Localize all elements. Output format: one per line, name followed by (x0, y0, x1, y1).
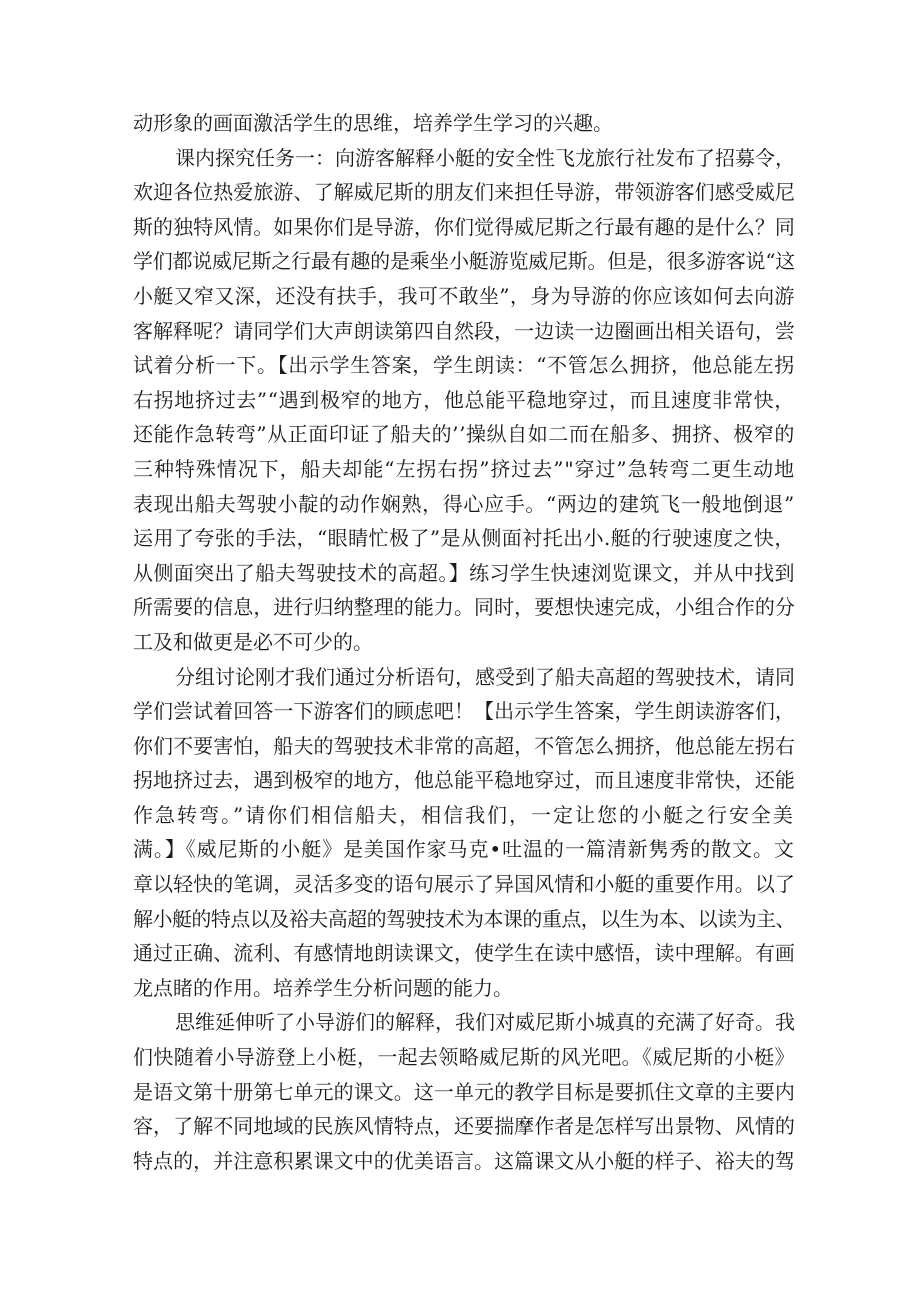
text-line: 章以轻快的笔调，灵活多变的语句展示了异国风情和小艇的重要作用。以了 (133, 872, 795, 897)
paragraph-first-line: 分组讨论刚才我们通过分析语句，感受到了船夫高超的驾驶技术，请同 (175, 664, 795, 689)
text-line: 们快随着小导游登上小梃，一起去领略威尼斯的风光吧。《威尼斯的小梃》 (133, 1045, 795, 1070)
text-line: 小艇又窄又深，还没有扶手，我可不敢坐”，身为导游的你应该如何去向游 (133, 283, 795, 308)
text-line: 欢迎各位热爱旅游、了解威尼斯的朋友们来担任导游，带领游客们感受威尼 (133, 180, 795, 205)
text-line: 动形象的画面激活学生的思维，培养学生学习的兴趣。 (133, 111, 613, 135)
text-line: 斯的独特风情。如果你们是导游，你们觉得威尼斯之行最有趣的是什么？同 (133, 214, 795, 239)
text-line: 还能作急转弯”从正面印证了船夫的’’操纵自如二而在船多、拥挤、极窄的 (133, 422, 795, 447)
text-line: 客解释呢？请同学们大声朗读第四自然段，一边读一边圈画出相关语句，尝 (133, 318, 795, 343)
text-line: 三种特殊情况下，船夫却能“左拐右拐”挤过去”"穿过”急转弯二更生动地 (133, 456, 795, 481)
text-line: 表现出船夫驾驶小靛的动作娴熟，得心应手。“两边的建筑飞一般地倒退” (133, 491, 795, 516)
text-line: 右拐地挤过去”“遇到极窄的地方，他总能平稳地穿过，而且速度非常快， (133, 387, 795, 412)
text-line: 是语文第十册第七单元的课文。这一单元的教学目标是要抓住文章的主要内 (133, 1079, 795, 1104)
paragraph-first-line: 思维延伸听了小导游们的解释，我们对威尼斯小城真的充满了好奇。我 (175, 1010, 795, 1035)
text-line: 工及和做更是必不可少的。 (133, 629, 373, 654)
text-line: 特点的，并注意积累课文中的优美语言。这篇课文从小艇的样子、裕夫的驾 (133, 1148, 795, 1173)
text-line: 通过正确、流利、有感情地朗读课文，使学生在读中感悟，读中理解。有画 (133, 941, 795, 966)
text-line: 从侧面突出了船夫驾驶技术的高超。】练习学生快速浏览课文，并从中找到 (133, 560, 795, 585)
text-line: 解小艇的特点以及裕夫高超的驾驶技术为本课的重点，以生为本、以读为主、 (133, 906, 795, 931)
text-line: 试着分析一下。【出示学生答案，学生朗读：“不管怎么拥挤，他总能左拐 (133, 353, 795, 378)
text-line: 作急转弯。”请你们相信船夫，相信我们，一定让您的小艇之行安全美 (133, 802, 795, 827)
text-line: 所需要的信息，进行归纳整理的能力。同时，要想快速完成，小组合作的分 (133, 595, 795, 620)
text-line: 满。】《威尼斯的小艇》是美国作家马克•吐温的一篇清新隽秀的散文。文 (133, 837, 795, 862)
text-line: 你们不要害怕，船夫的驾驶技术非常的高超，不管怎么拥挤，他总能左拐右 (133, 733, 795, 758)
text-line: 容，了解不同地域的民族风情特点，还要揣摩作者是怎样写出景物、风情的 (133, 1114, 795, 1139)
text-line: 学们尝试着回答一下游客们的顾虑吧！【出示学生答案，学生朗读游客们， (133, 699, 795, 724)
text-line: 运用了夸张的手法，“眼睛忙极了”是从侧面衬托出小.艇的行驶速度之快， (133, 526, 795, 551)
text-line: 拐地挤过去，遇到极窄的地方，他总能平稳地穿过，而且速度非常快，还能 (133, 768, 795, 793)
text-line: 龙点睹的作用。培养学生分析问题的能力。 (133, 975, 513, 1000)
paragraph-first-line: 课内探究任务一：向游客解释小艇的安全性飞龙旅行社发布了招募令， (175, 145, 795, 170)
text-line: 学们都说威尼斯之行最有趣的是乘坐小艇游览威尼斯。但是，很多游客说“这 (133, 249, 795, 274)
document-body (133, 106, 795, 1178)
